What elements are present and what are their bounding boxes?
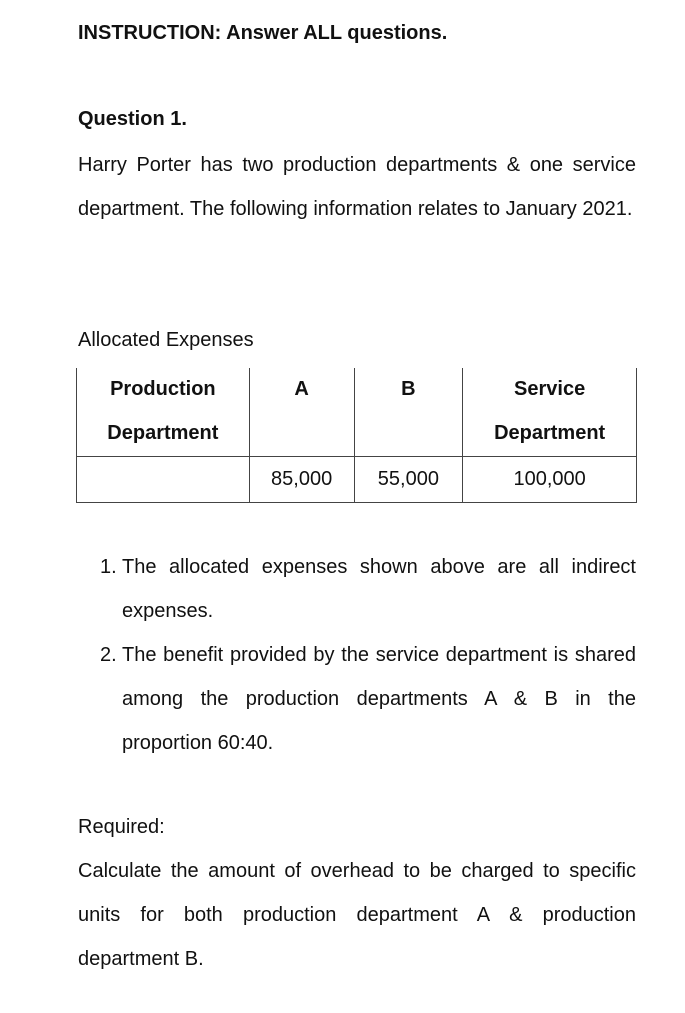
required-label: Required: [78,816,165,838]
value-empty [77,457,250,503]
allocated-expenses-table [76,368,637,503]
table-header-row [77,368,637,410]
value-dept-a: 85,000 [249,457,354,503]
note-text: The allocated expenses shown above are all indirect expenses. [122,556,636,622]
instruction-heading: INSTRUCTION: Answer ALL questions. [78,22,448,44]
header-empty-b [354,410,463,457]
list-item [100,633,636,765]
note-text: The benefit provided by the service department is shared among the production departments A & B in the proportion 60:40. [122,644,636,754]
question-intro: Harry Porter has two production departments & one service department. The following information relates to January 2021. [78,154,636,220]
list-item [100,545,636,633]
note-number: 2. [100,644,117,666]
header-production-line2: Department [77,410,250,457]
header-service-line2: Department [463,410,637,457]
table-header-row-2 [77,410,637,457]
header-empty-a [249,410,354,457]
required-text: Calculate the amount of overhead to be charged to specific units for both production department A & production department B. [78,860,636,970]
question-title: Question 1. [78,108,187,130]
header-service-line1: Service [463,368,637,410]
header-dept-b: B [354,368,463,410]
notes-list [100,545,636,765]
value-service: 100,000 [463,457,637,503]
header-dept-a: A [249,368,354,410]
header-production-line1: Production [77,368,250,410]
allocated-expenses-label: Allocated Expenses [78,329,254,351]
table-row [77,457,637,503]
value-dept-b: 55,000 [354,457,463,503]
note-number: 1. [100,556,117,578]
